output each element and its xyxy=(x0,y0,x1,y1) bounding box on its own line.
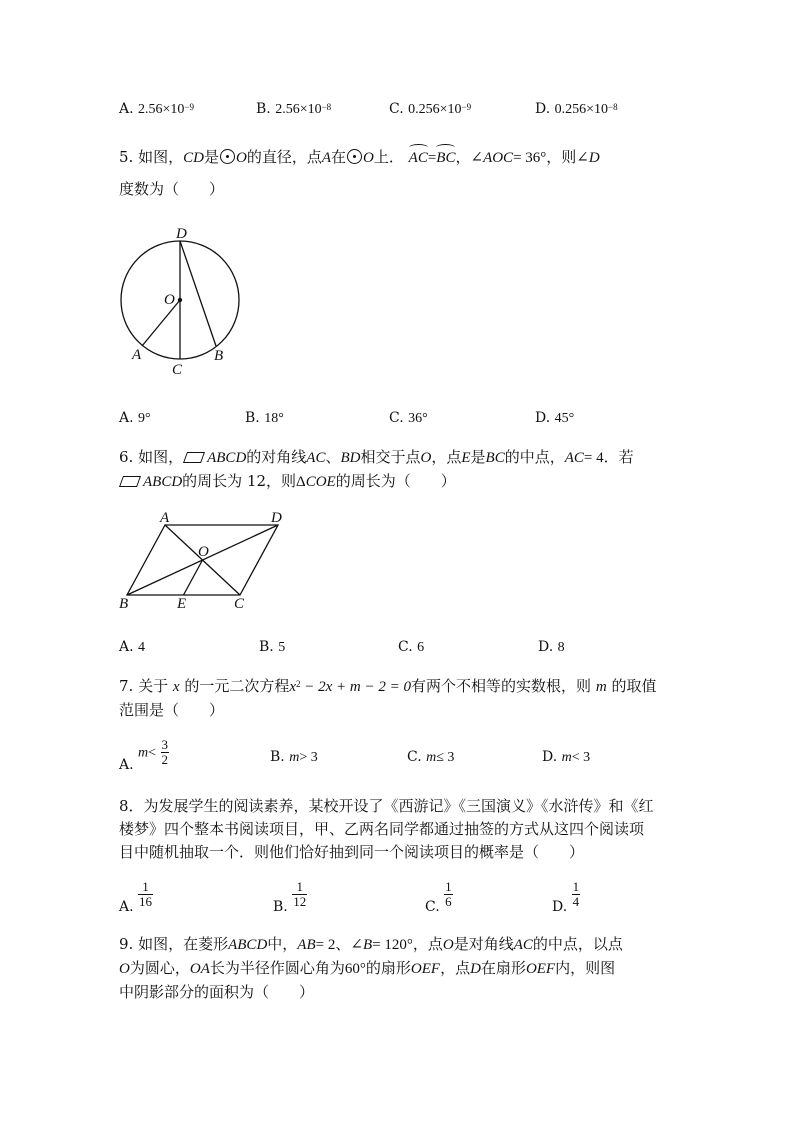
q6-stem-line1: 6. 如图， ABCD的对角线AC、BD相交于点O，点E是BC的中点，AC= 4．若 xyxy=(119,448,634,466)
q7-stem-line2: 范围是（ ） xyxy=(119,701,225,719)
q8-option-d[interactable]: D. $\frac{1}{4}$ xyxy=(552,879,580,915)
arc-ac: AC xyxy=(408,150,428,166)
circle-symbol-icon xyxy=(220,149,235,164)
q8-stem-line1: 8．为发展学生的阅读素养，某校开设了《西游记》《三国演义》《水浒传》和《红 xyxy=(119,797,654,815)
q4-option-a[interactable]: A. $2.56\times 10^{-9}$ xyxy=(119,101,194,117)
label-o: O xyxy=(164,292,175,308)
chord-db xyxy=(180,241,216,346)
q9-stem-line2: O为圆心，OA长为半径作圆心角为60°的扇形OEF，点D在扇形OEF内，则图 xyxy=(119,959,616,977)
fraction: $\frac{1}{16}$ xyxy=(139,879,153,909)
q7-option-c[interactable]: C. m≤ 3 xyxy=(407,749,455,765)
label-a: A xyxy=(132,347,142,363)
q4-option-c[interactable]: C. $0.256\times 10^{-9}$ xyxy=(389,101,472,117)
segment-oe xyxy=(184,560,203,595)
q5-option-b[interactable]: B. 18° xyxy=(245,410,284,426)
label-c: C xyxy=(172,362,183,378)
parallelogram-symbol-icon xyxy=(119,476,141,487)
label-e: E xyxy=(177,596,187,612)
q5-option-c[interactable]: C. 36° xyxy=(389,410,428,426)
q5-option-a[interactable]: A. 9° xyxy=(119,410,151,426)
q8-stem-line2: 楼梦》四个整本书阅读项目，甲、乙两名同学都通过抽签的方式从这四个阅读项 xyxy=(119,820,645,838)
q6-stem-line2: ABCD的周长为 12，则ΔCOE的周长为（ ） xyxy=(119,471,456,492)
q6-option-b[interactable]: B. 5 xyxy=(259,639,286,655)
q6-option-c[interactable]: C. 6 xyxy=(398,639,425,655)
q6-option-a[interactable]: A. 4 xyxy=(119,639,146,655)
q7-option-d[interactable]: D. m< 3 xyxy=(542,749,591,765)
fraction: $\frac{1}{6}$ xyxy=(445,879,452,909)
arc-bc: BC xyxy=(436,150,456,166)
q6-parallelogram-figure xyxy=(110,505,295,615)
q9-stem-line1: 9. 如图，在菱形ABCD中，AB= 2、∠B= 120°，点O是对角线AC的中点，以点 xyxy=(119,935,623,953)
q9-stem-line3: 中阴影部分的面积为（ ） xyxy=(119,983,315,1001)
q7-option-a[interactable]: A. m< $\frac{3}{2}$ xyxy=(119,737,168,773)
q6-option-d[interactable]: D. 8 xyxy=(538,639,565,655)
q7-stem-line1: 7. 关于 x 的一元二次方程$x^2 - 2x + m - 2 = 0$有两个不相等的实数根，则 m 的取值 xyxy=(119,677,657,695)
q8-stem-line3: 目中随机抽取一个．则他们恰好抽到同一个阅读项目的概率是（ ） xyxy=(119,843,585,861)
q8-option-b[interactable]: B. $\frac{1}{12}$ xyxy=(273,879,307,915)
q4-option-d[interactable]: D. $0.256\times 10^{-8}$ xyxy=(535,101,618,117)
q7-option-b[interactable]: B. m> 3 xyxy=(270,749,318,765)
label-c: C xyxy=(234,596,245,612)
label-o: O xyxy=(198,544,209,560)
q4-option-b[interactable]: B. $2.56\times 10^{-8}$ xyxy=(256,101,332,117)
q5-option-d[interactable]: D. 45° xyxy=(535,410,575,426)
circle-symbol-icon xyxy=(347,149,362,164)
q8-option-a[interactable]: A. $\frac{1}{16}$ xyxy=(119,879,153,915)
fraction: $\frac{1}{12}$ xyxy=(293,879,307,909)
label-d: D xyxy=(176,226,187,242)
q5-stem-line1: 5. 如图，CD是 O的直径，点A在 O上． AC=BC，∠AOC= 36°，则∠D xyxy=(119,148,600,166)
q5-stem-line2: 度数为（ ） xyxy=(119,180,225,198)
label-d: D xyxy=(271,510,282,526)
label-b: B xyxy=(214,348,224,364)
parallelogram-symbol-icon xyxy=(183,452,205,463)
q8-option-c[interactable]: C. $\frac{1}{6}$ xyxy=(425,879,452,915)
q5-circle-figure xyxy=(110,222,260,382)
fraction: $\frac{3}{2}$ xyxy=(161,737,168,767)
center-dot xyxy=(178,298,182,302)
label-a: A xyxy=(160,510,170,526)
label-b: B xyxy=(119,596,129,612)
fraction: $\frac{1}{4}$ xyxy=(572,879,580,909)
